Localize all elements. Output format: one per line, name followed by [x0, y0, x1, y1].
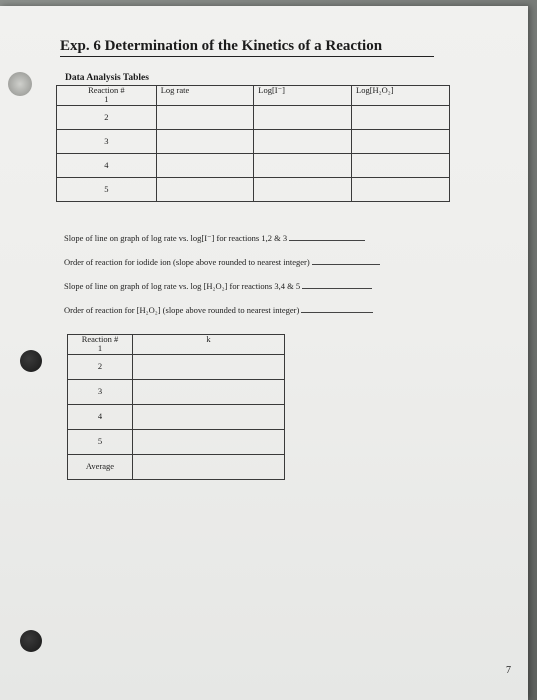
- question-text: Order of reaction for [H₂O₂] (slope above rounded to nearest integer): [64, 305, 300, 315]
- row-label: 5: [57, 177, 157, 201]
- table-cell: [68, 335, 133, 355]
- table-cell: [133, 454, 285, 479]
- question-line: [64, 280, 372, 291]
- table-cell: [254, 153, 352, 177]
- table-cell: [156, 129, 254, 153]
- table-cell: [352, 153, 450, 177]
- hole-punch: [8, 72, 32, 96]
- table-cell: [156, 177, 254, 201]
- table-cell: [156, 105, 254, 129]
- question-text: Order of reaction for iodide ion (slope above rounded to nearest integer): [64, 257, 310, 267]
- table-row: [57, 129, 450, 153]
- question-line: [64, 232, 365, 244]
- table-row: [57, 177, 450, 201]
- page-number: 7: [506, 665, 511, 676]
- table-header-row: [57, 86, 450, 106]
- question-line: [64, 304, 373, 315]
- question-text: Slope of line on graph of log rate vs. log[I⁻] for reactions 1,2 & 3: [64, 233, 288, 243]
- row-label: Average: [68, 454, 133, 479]
- table-row: [57, 105, 450, 129]
- row-label: 3: [57, 129, 157, 153]
- table-row: [57, 153, 450, 177]
- question-line: [64, 256, 380, 267]
- table-row: [68, 404, 285, 429]
- row-label: 1: [97, 343, 103, 354]
- row-label: 5: [68, 429, 133, 454]
- table-row: [68, 454, 285, 479]
- table-cell: [352, 177, 450, 201]
- answer-blank[interactable]: [301, 304, 373, 313]
- table-cell: [156, 153, 254, 177]
- table-cell: [133, 404, 285, 429]
- table-row: [68, 429, 285, 454]
- column-header-log-peroxide: Log[H₂O₂]: [352, 86, 450, 106]
- answer-blank[interactable]: [289, 232, 365, 241]
- row-label: 1: [104, 94, 109, 105]
- table-row: [68, 354, 285, 379]
- row-label: 4: [57, 153, 157, 177]
- answer-blank[interactable]: [302, 280, 372, 289]
- row-label: 4: [68, 404, 133, 429]
- table-cell: [352, 105, 450, 129]
- column-header-reaction: Reaction #: [81, 334, 119, 344]
- table-cell: [133, 354, 285, 379]
- row-label: 2: [68, 354, 133, 379]
- column-header-log-rate: Log rate: [156, 86, 254, 106]
- page-title: Exp. 6 Determination of the Kinetics of a Reaction: [60, 38, 434, 57]
- answer-blank[interactable]: [312, 256, 380, 265]
- column-header-k: k: [133, 335, 285, 355]
- table-cell: [254, 177, 352, 201]
- row-label: 2: [57, 105, 157, 129]
- question-text: Slope of line on graph of log rate vs. log [H₂O₂] for reactions 3,4 & 5: [64, 281, 301, 291]
- table-row: [68, 379, 285, 404]
- table-cell: [352, 129, 450, 153]
- section-subtitle: Data Analysis Tables: [65, 73, 149, 83]
- table-cell: [133, 429, 285, 454]
- column-header-log-iodide: Log[I⁻]: [254, 86, 352, 106]
- table-header-row: [68, 335, 285, 355]
- log-data-table: [56, 85, 450, 202]
- table-cell: [57, 86, 157, 106]
- rate-constant-table: [67, 334, 285, 480]
- table-cell: [254, 129, 352, 153]
- worksheet-page: [0, 6, 528, 700]
- column-header-reaction: Reaction #: [88, 85, 125, 95]
- table-cell: [254, 105, 352, 129]
- hole-punch: [20, 630, 42, 652]
- hole-punch: [20, 350, 42, 372]
- row-label: 3: [68, 379, 133, 404]
- table-cell: [133, 379, 285, 404]
